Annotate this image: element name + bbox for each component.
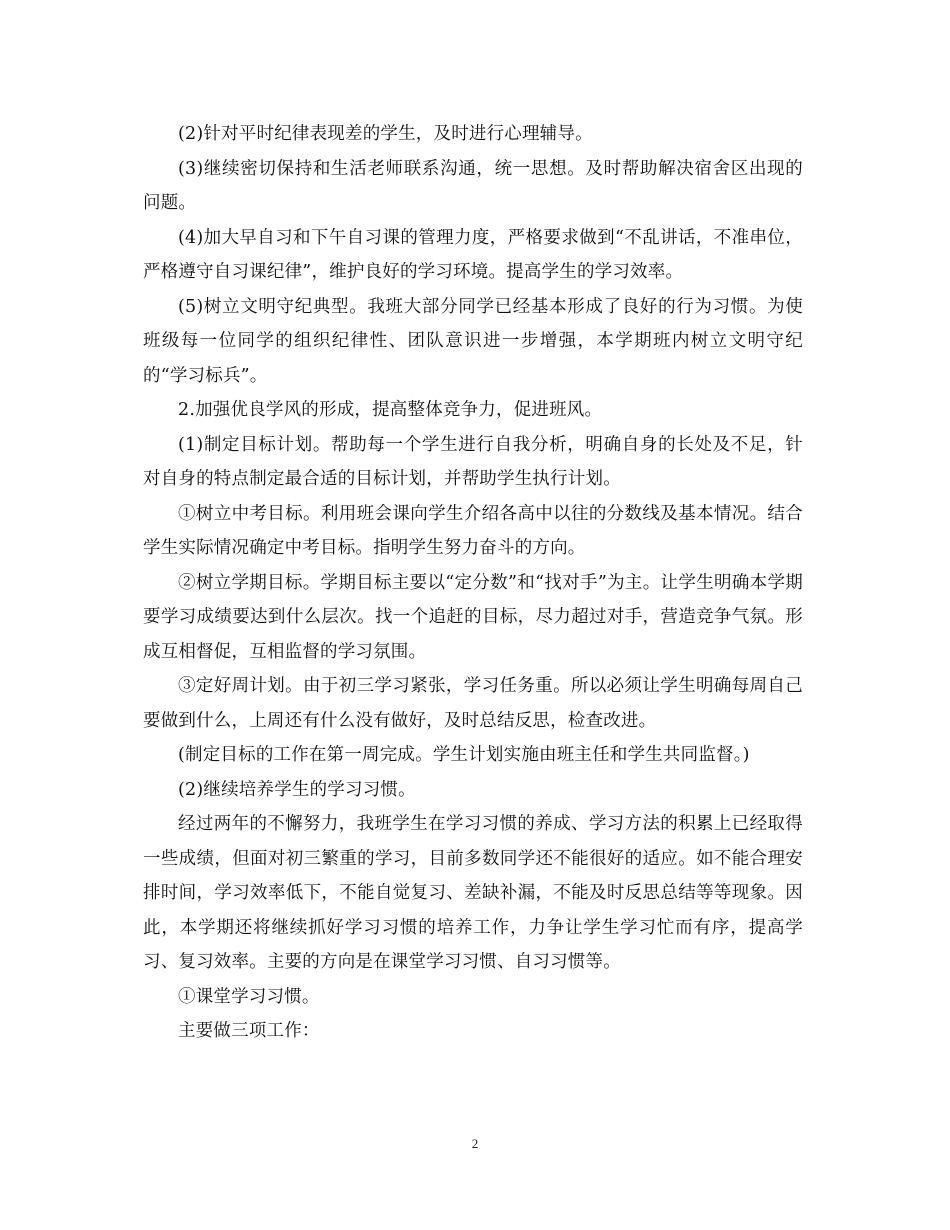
paragraph-study-habits: (2)继续培养学生的学习习惯。 bbox=[178, 779, 416, 800]
paragraph-model-students: (5)树立文明守纪典型。我班大部分同学已经基本形成了良好的行为习惯。为使班级每一位同学的组织纪律性、团队意识进一步增强，本学期班内树立文明守纪的“学习标兵”。 bbox=[143, 296, 803, 386]
paragraph-semester-goal: ②树立学期目标。学期目标主要以“定分数”和“找对手”为主。让学生明确本学期要学习成绩要达到什么层次。找一个追赶的目标，尽力超过对手，营造竞争气氛。形成互相督促，互相监督的学习氛围。 bbox=[143, 572, 803, 662]
paragraph-goal-planning: (1)制定目标计划。帮助每一个学生进行自我分析，明确自身的长处及不足，针对自身的特点制定最合适的目标计划，并帮助学生执行计划。 bbox=[143, 434, 803, 489]
paragraph-dorm-teacher-contact: (3)继续密切保持和生活老师联系沟通，统一思想。及时帮助解决宿舍区出现的问题。 bbox=[143, 158, 803, 213]
paragraph-weekly-plan: ③定好周计划。由于初三学习紧张，学习任务重。所以必须让学生明确每周自己要做到什么，上周还有什么没有做好，及时总结反思，检查改进。 bbox=[143, 676, 803, 731]
paragraph-exam-goal: ①树立中考目标。利用班会课向学生介绍各高中以往的分数线及基本情况。结合学生实际情况确定中考目标。指明学生努力奋斗的方向。 bbox=[143, 503, 803, 558]
paragraph-three-tasks: 主要做三项工作： bbox=[178, 1021, 320, 1041]
paragraph-self-study-management: (4)加大早自习和下午自习课的管理力度，严格要求做到“不乱讲话，不准串位，严格遵守自习课纪律”，维护良好的学习环境。提高学生的学习效率。 bbox=[143, 227, 803, 282]
paragraph-goal-note: (制定目标的工作在第一周完成。学生计划实施由班主任和学生共同监督。) bbox=[178, 745, 750, 765]
paragraph-section-study-style: 2.加强优良学风的形成，提高整体竞争力，促进班风。 bbox=[178, 400, 603, 420]
paragraph-classroom-habits: ①课堂学习习惯。 bbox=[178, 986, 320, 1007]
paragraph-habits-detail: 经过两年的不懈努力，我班学生在学习习惯的养成、学习方法的积累上已经取得一些成绩，但面对初三繁重的学习，目前多数同学还不能很好的适应。如不能合理安排时间，学习效率低下，不能自觉复习、差缺补漏，不能及时反思总结等等现象。因此，本学期还将继续抓好学习习惯的培养工作，力争让学生学习忙而有序，提高学习、复习效率。主要的方向是在课堂学习习惯、自习习惯等。 bbox=[143, 814, 803, 972]
page-number: 2 bbox=[471, 1136, 479, 1151]
paragraph-discipline-counseling: (2)针对平时纪律表现差的学生，及时进行心理辅导。 bbox=[178, 124, 593, 144]
document-body bbox=[143, 117, 803, 1049]
